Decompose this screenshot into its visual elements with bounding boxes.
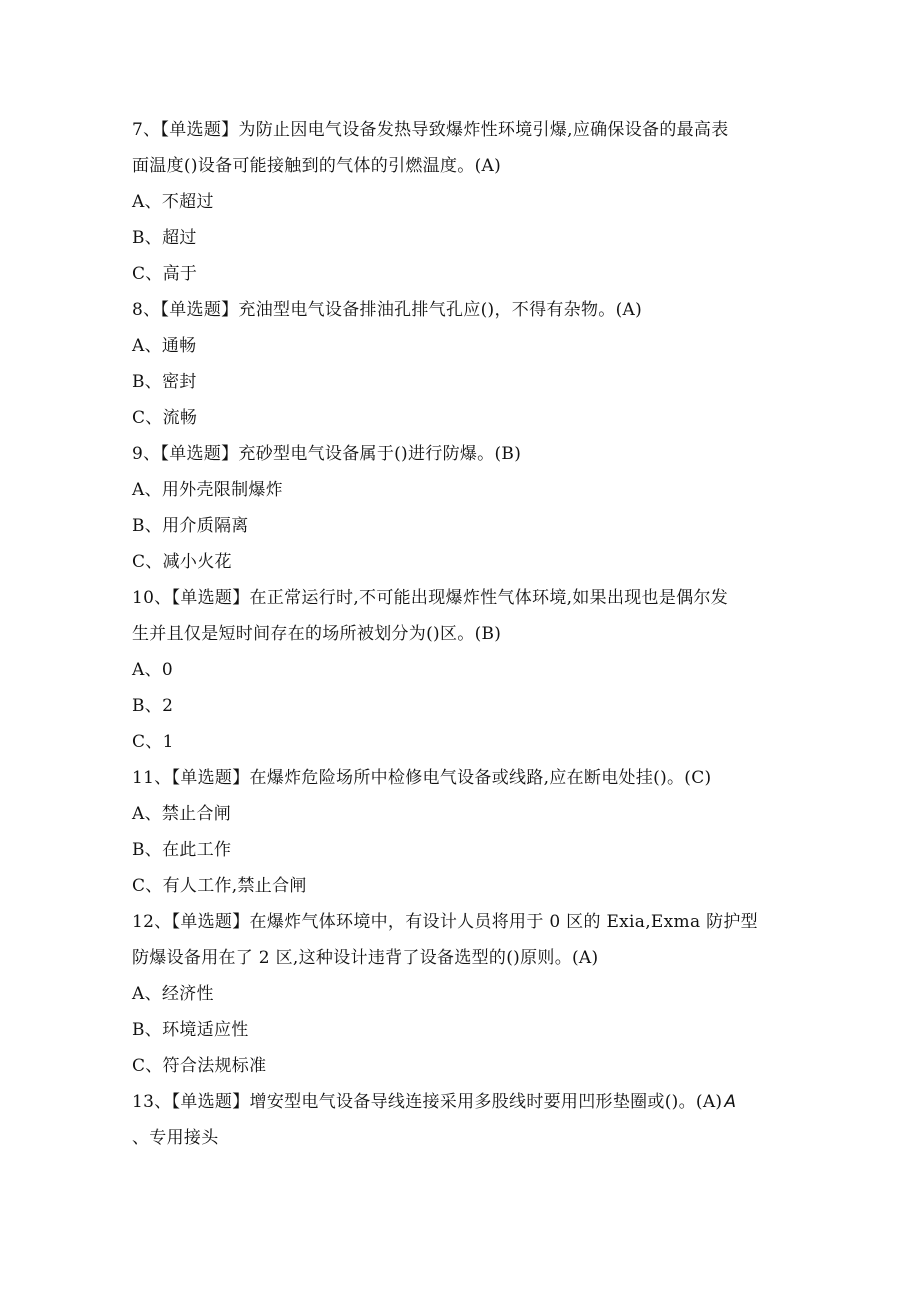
- option-a-letter: A: [724, 1092, 737, 1112]
- question-9: [132, 436, 787, 580]
- option-b: B、2: [132, 696, 174, 716]
- question-text-main: 13、【单选题】增安型电气设备导线连接采用多股线时要用凹形垫圈或()。(A): [132, 1092, 723, 1112]
- option-a: 、专用接头: [132, 1128, 219, 1148]
- option-c: C、符合法规标准: [132, 1056, 267, 1076]
- question-list: [132, 112, 787, 1156]
- option-a: A、不超过: [132, 192, 214, 212]
- question-11: [132, 760, 787, 904]
- option-a: A、用外壳限制爆炸: [132, 480, 283, 500]
- option-b: B、超过: [132, 228, 197, 248]
- question-text: 12、【单选题】在爆炸气体环境中，有设计人员将用于 0 区的 Exia,Exma 防护型: [132, 912, 758, 932]
- question-text: 8、【单选题】充油型电气设备排油孔排气孔应()，不得有杂物。(A): [132, 300, 643, 320]
- option-a: A、禁止合闸: [132, 804, 232, 824]
- question-text: 防爆设备用在了 2 区,这种设计违背了设备选型的()原则。(A): [132, 948, 599, 968]
- option-b: B、密封: [132, 372, 197, 392]
- question-text: 11、【单选题】在爆炸危险场所中检修电气设备或线路,应在断电处挂()。(C): [132, 768, 712, 788]
- option-c: C、高于: [132, 264, 198, 284]
- question-text: [132, 1084, 787, 1120]
- question-13: [132, 1084, 787, 1156]
- option-b: B、用介质隔离: [132, 516, 249, 536]
- option-a: A、0: [132, 660, 173, 680]
- option-a: A、经济性: [132, 984, 214, 1004]
- option-c: C、流畅: [132, 408, 198, 428]
- option-b: B、环境适应性: [132, 1020, 249, 1040]
- question-text: 9、【单选题】充砂型电气设备属于()进行防爆。(B): [132, 444, 522, 464]
- question-text: 10、【单选题】在正常运行时,不可能出现爆炸性气体环境,如果出现也是偶尔发: [132, 588, 729, 608]
- option-b: B、在此工作: [132, 840, 232, 860]
- option-a: A、通畅: [132, 336, 197, 356]
- question-12: [132, 904, 787, 1084]
- question-10: [132, 580, 787, 760]
- option-c: C、有人工作,禁止合闸: [132, 876, 307, 896]
- question-7: [132, 112, 787, 292]
- option-c: C、减小火花: [132, 552, 232, 572]
- question-8: [132, 292, 787, 436]
- question-text: 面温度()设备可能接触到的气体的引燃温度。(A): [132, 156, 502, 176]
- option-c: C、1: [132, 732, 174, 752]
- question-text: 生并且仅是短时间存在的场所被划分为()区。(B): [132, 624, 502, 644]
- question-text: 7、【单选题】为防止因电气设备发热导致爆炸性环境引爆,应确保设备的最高表: [132, 120, 729, 140]
